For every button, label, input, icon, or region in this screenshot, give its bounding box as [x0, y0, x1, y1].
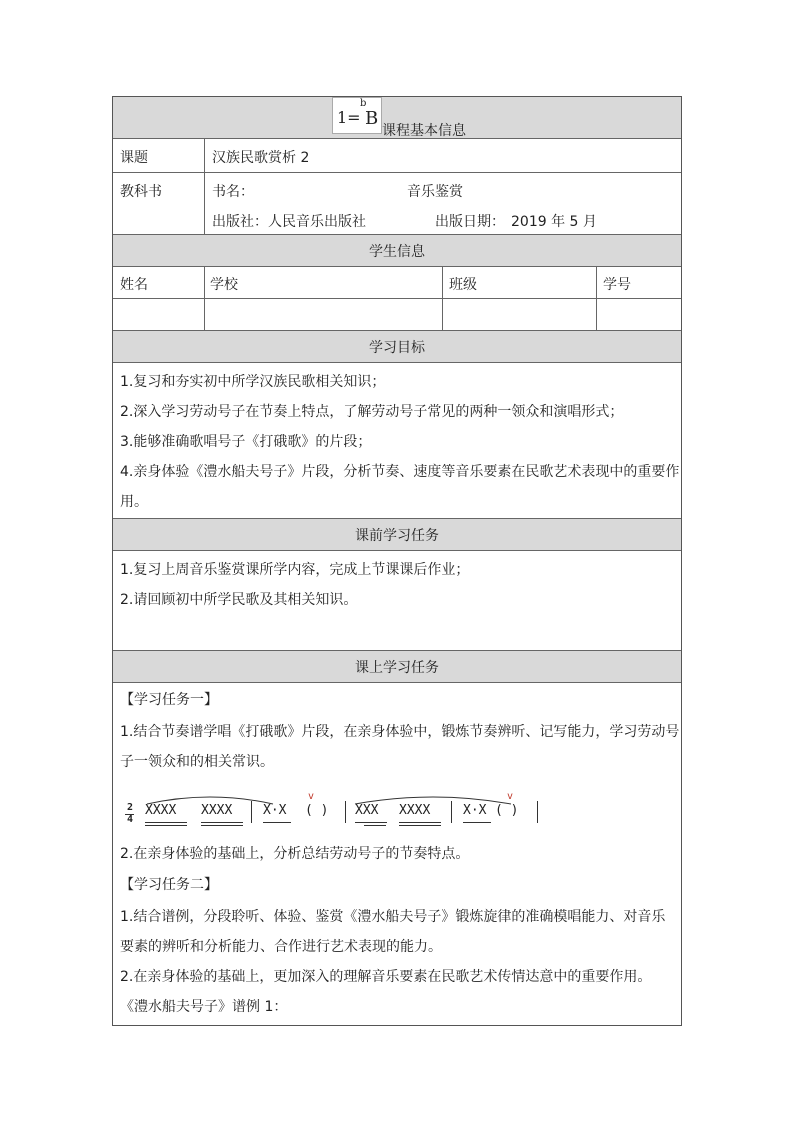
goals-content: [113, 363, 681, 519]
publish-date-value: 2019 年 5 月: [511, 214, 597, 230]
task1-line: 1.结合节奏谱学唱《打硪歌》片段，在亲身体验中，锻炼节奏辨听、记写能力，学习劳动号: [120, 724, 680, 740]
key-flat: b: [360, 98, 367, 109]
goal-item: 3.能够准确歌唱号子《打硪歌》的片段；: [120, 434, 372, 450]
task1-line: 2.在亲身体验的基础上，分析总结劳动号子的节奏特点。: [120, 846, 470, 862]
pre-tasks-header: [113, 519, 681, 551]
course-info-title: 课程基本信息: [382, 123, 466, 139]
lesson-table: [112, 96, 682, 1026]
pre-task-item: 1.复习上周音乐鉴赏课所学内容，完成上节课课后作业；: [120, 562, 470, 578]
student-class-field[interactable]: [443, 299, 596, 330]
rhythm-group: XXXX: [145, 803, 177, 818]
student-school-field[interactable]: [205, 299, 442, 330]
course-info-header: [113, 97, 681, 139]
class-tasks-content: [113, 683, 681, 1025]
pre-task-item: 2.请回顾初中所学民歌及其相关知识。: [120, 592, 358, 608]
student-class-label: 班级: [449, 277, 477, 293]
textbook-label: 教科书: [120, 184, 162, 200]
student-id-field[interactable]: [597, 299, 681, 330]
goals-header: [113, 331, 681, 363]
topic-row: [113, 139, 681, 173]
goal-item: 4.亲身体验《澧水船夫号子》片段，分析节奏、速度等音乐要素在民歌艺术表现中的重要作: [120, 464, 680, 480]
goal-item: 1.复习和夯实初中所学汉族民歌相关知识；: [120, 374, 386, 390]
rhythm-group: X·X: [263, 803, 287, 818]
class-tasks-header: [113, 651, 681, 683]
task1-title: 【学习任务一】: [120, 692, 218, 708]
rest-bracket: ( ): [305, 803, 329, 818]
task2-title: 【学习任务二】: [120, 877, 218, 893]
breath-mark: v: [507, 791, 514, 802]
student-school-label: 学校: [210, 277, 238, 293]
publisher-label: 出版社：人民音乐出版社: [212, 214, 366, 230]
rhythm-group: XXXX: [201, 803, 233, 818]
pre-tasks-content: [113, 551, 681, 651]
rest-bracket: ( ): [495, 803, 519, 818]
rhythm-notation: [125, 791, 545, 837]
student-columns-row: [113, 267, 681, 299]
topic-value: 汉族民歌赏析 2: [212, 150, 310, 166]
goal-item: 2.深入学习劳动号子在节奏上特点，了解劳动号子常见的两种一领众和演唱形式；: [120, 404, 624, 420]
goal-item: 用。: [120, 494, 148, 510]
book-name-label: 书名：: [212, 184, 254, 200]
student-name-label: 姓名: [120, 277, 148, 293]
time-signature-bottom: 4: [127, 814, 134, 825]
book-name-value: 音乐鉴赏: [407, 184, 463, 200]
task2-line: 《澧水船夫号子》谱例 1：: [120, 999, 288, 1015]
goals-title: 学习目标: [369, 339, 425, 356]
topic-label: 课题: [120, 150, 148, 166]
key-one: 1=: [337, 108, 361, 127]
student-info-header: [113, 235, 681, 267]
task1-line: 子一领众和的相关常识。: [120, 754, 274, 770]
task2-line: 2.在亲身体验的基础上，更加深入的理解音乐要素在民歌艺术传情达意中的重要作用。: [120, 969, 652, 985]
breath-mark: v: [308, 791, 315, 802]
student-name-field[interactable]: [113, 299, 204, 330]
key-b: B: [365, 108, 379, 129]
rhythm-group: XXX: [355, 803, 379, 818]
pre-tasks-title: 课前学习任务: [355, 527, 439, 544]
student-info-title: 学生信息: [369, 243, 425, 260]
time-signature-top: 2: [127, 802, 134, 813]
rhythm-group: X·X: [463, 803, 487, 818]
key-signature-box: [332, 97, 382, 134]
student-id-label: 学号: [603, 277, 631, 293]
rhythm-group: XXXX: [399, 803, 431, 818]
student-values-row: [113, 299, 681, 331]
textbook-row: [113, 173, 681, 235]
class-tasks-title: 课上学习任务: [355, 659, 439, 676]
publish-date-label: 出版日期：: [435, 214, 505, 230]
task2-line: 要素的辨听和分析能力、合作进行艺术表现的能力。: [120, 939, 442, 955]
task2-line: 1.结合谱例，分段聆听、体验、鉴赏《澧水船夫号子》锻炼旋律的准确模唱能力、对音乐: [120, 909, 666, 925]
